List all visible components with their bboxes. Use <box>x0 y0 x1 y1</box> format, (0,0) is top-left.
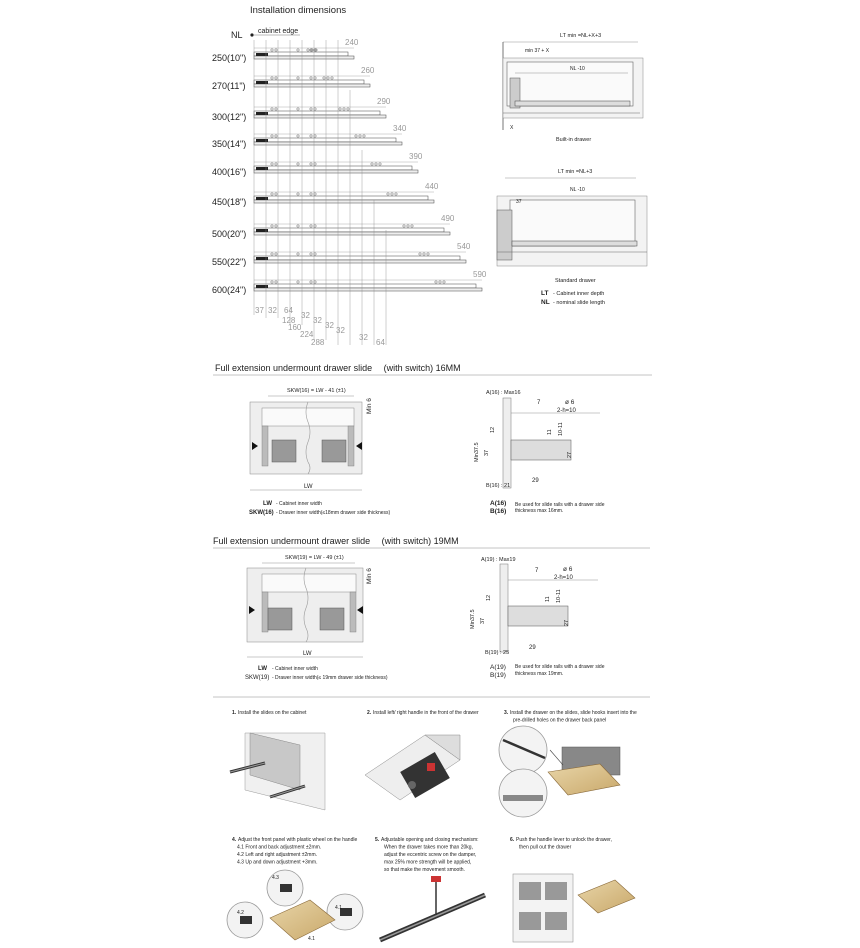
builtin-caption: Built-in drawer <box>556 137 592 143</box>
slide-row <box>212 38 359 63</box>
step4-callout-41b: 4.1 <box>308 936 315 942</box>
step-number: 4. <box>232 837 237 843</box>
mounting-hole <box>347 108 349 110</box>
standard-nl-label: NL -10 <box>570 187 585 193</box>
s19-ab-note1: Be used for slide rails with a drawer side <box>515 664 605 670</box>
s16-d1011: 10-11 <box>558 422 564 436</box>
slide-size-label: 300(12") <box>212 112 247 122</box>
dim-160: 160 <box>288 323 302 332</box>
slide-size-label: 500(20") <box>212 229 247 239</box>
section-16-side-diagram <box>474 390 600 489</box>
section-19-side-diagram <box>470 557 598 656</box>
legend-nl-key: NL <box>541 299 550 306</box>
step4-illustration <box>227 870 363 942</box>
standard-drawer-diagram <box>497 169 647 284</box>
slide-hook <box>256 197 268 200</box>
s19-h10: 2-h=10 <box>554 575 573 581</box>
mounting-hole <box>297 163 299 165</box>
dim-64b: 64 <box>376 338 385 347</box>
s16-min375: Min37.5 <box>474 442 480 462</box>
mounting-hole <box>375 163 377 165</box>
step-line: max 25% more strength will be applied, <box>384 859 472 866</box>
mounting-hole <box>297 77 299 79</box>
mounting-hole <box>363 135 365 137</box>
step-number: 1. <box>232 710 237 716</box>
mounting-hole <box>271 281 273 283</box>
s16-skw-key: SKW(16) <box>249 510 274 516</box>
s16-d29: 29 <box>532 478 539 484</box>
s19-skw-key: SKW(19) <box>245 675 270 681</box>
step-1 <box>232 710 307 716</box>
slide-length-value: 590 <box>473 270 487 279</box>
builtin-min-label: min 37 + X <box>525 48 550 54</box>
slide-length-value: 340 <box>393 124 407 133</box>
s16-d7: 7 <box>537 400 541 406</box>
s19-d1011: 10-11 <box>556 589 562 603</box>
step-number: 3. <box>504 710 509 716</box>
step-line: Install the drawer on the slides, slide hooks insert into the <box>510 710 637 716</box>
slide-length-rows <box>212 38 487 295</box>
slide-length-value: 490 <box>441 214 455 223</box>
legend-lt-desc: - Cabinet inner depth <box>553 291 605 297</box>
s16-d12: 12 <box>490 426 496 433</box>
s19-min375: Min37.5 <box>470 609 476 629</box>
s19-ab-key-a: A(19) <box>490 664 506 671</box>
mounting-hole <box>310 135 312 137</box>
s16-lw-key: LW <box>263 501 272 507</box>
slide-rail-lower <box>254 232 450 235</box>
s16-ab-key-a: A(16) <box>490 500 507 507</box>
standard-lt-formula: LT min =NL+3 <box>558 169 593 175</box>
slide-hook <box>256 285 268 288</box>
dim-37: 37 <box>255 306 264 315</box>
s16-lw: LW <box>304 484 313 490</box>
step-line: When the drawer takes more than 20kg, <box>384 844 473 851</box>
step4-callout-41: 4.1 <box>335 905 342 911</box>
mounting-hole <box>391 193 393 195</box>
slide-hook <box>256 167 268 170</box>
mounting-hole <box>275 49 277 51</box>
s16-d11: 11 <box>547 429 553 435</box>
slide-rail-lower <box>254 56 354 59</box>
slide-size-label: 270(11") <box>212 81 246 91</box>
slide-hook <box>256 53 268 56</box>
slide-row <box>212 124 407 149</box>
slide-row <box>212 182 439 207</box>
mounting-hole <box>271 253 273 255</box>
step-line: adjust the eccentric screw on the damper, <box>384 852 477 858</box>
step-line: 4.1 Front and back adjustment ±2mm. <box>237 844 322 851</box>
mounting-hole <box>310 281 312 283</box>
section-19-title: Full extension undermount drawer slide (with switch) 19MM <box>213 536 459 546</box>
mounting-hole <box>379 163 381 165</box>
mounting-hole <box>271 77 273 79</box>
s16-skw-formula: SKW(16) = LW - 41 (±1) <box>287 388 346 394</box>
slide-length-value: 440 <box>425 182 439 191</box>
slide-rail-lower <box>254 115 386 118</box>
mounting-hole <box>403 225 405 227</box>
mounting-hole <box>439 281 441 283</box>
slide-hook <box>256 257 268 260</box>
s19-ab-key-b: B(19) <box>490 672 506 679</box>
slide-rail-lower <box>254 84 370 87</box>
mounting-hole <box>297 225 299 227</box>
standard-dim-37: 37 <box>516 199 522 205</box>
s19-lw: LW <box>303 651 312 657</box>
slide-rail <box>254 111 380 115</box>
mounting-hole <box>275 163 277 165</box>
step-5 <box>375 837 479 873</box>
slide-rail <box>254 196 428 200</box>
slide-rail <box>254 166 412 170</box>
step-number: 2. <box>367 710 372 716</box>
dim-32a: 32 <box>268 306 277 315</box>
s19-min6: Min 6 <box>366 568 373 584</box>
slide-row <box>212 242 471 267</box>
s16-ab-note1: Be used for slide rails with a drawer side <box>515 502 605 508</box>
mounting-hole <box>355 135 357 137</box>
s16-min6: Min 6 <box>366 398 373 414</box>
slide-size-label: 250(10") <box>212 53 247 63</box>
mounting-hole <box>331 77 333 79</box>
dim-64: 64 <box>284 306 293 315</box>
builtin-x-label: X <box>510 125 514 131</box>
mounting-hole <box>327 77 329 79</box>
slide-length-value: 540 <box>457 242 471 251</box>
mounting-hole <box>423 253 425 255</box>
mounting-hole <box>297 281 299 283</box>
step6-illustration <box>513 874 635 942</box>
s19-d6: ø 6 <box>563 566 573 573</box>
dim-224: 224 <box>300 330 314 339</box>
slide-size-label: 450(18") <box>212 197 247 207</box>
mounting-hole <box>297 49 299 51</box>
mounting-hole <box>443 281 445 283</box>
mounting-hole <box>323 77 325 79</box>
s19-b-label: B(19) : 25 <box>485 650 510 656</box>
s16-ab-key-b: B(16) <box>490 508 507 515</box>
step4-callout-43: 4.3 <box>272 875 279 881</box>
mounting-hole <box>395 193 397 195</box>
step-2 <box>367 710 479 716</box>
s16-d27: 27 <box>567 451 573 458</box>
slide-rail <box>254 80 364 84</box>
slide-row <box>212 66 375 91</box>
slide-hook <box>256 81 268 84</box>
mounting-hole <box>359 135 361 137</box>
mounting-hole <box>271 108 273 110</box>
mounting-hole <box>339 108 341 110</box>
step-line: 4.2 Left and right adjustment ±2mm. <box>237 852 318 858</box>
dim-32d: 32 <box>325 321 334 330</box>
mounting-hole <box>271 49 273 51</box>
mounting-hole <box>275 77 277 79</box>
step-6 <box>510 837 612 851</box>
slide-rail-lower <box>254 200 434 203</box>
mounting-hole <box>271 193 273 195</box>
mounting-hole <box>419 253 421 255</box>
mounting-hole <box>310 193 312 195</box>
builtin-nl-label: NL -10 <box>570 66 585 72</box>
slide-row <box>212 97 391 122</box>
s19-ab-note2: thickness max 19mm. <box>515 671 564 677</box>
step-line: pre-drilled holes on the drawer back panel <box>513 717 607 724</box>
mounting-hole <box>310 108 312 110</box>
step1-illustration <box>230 733 325 810</box>
slide-size-label: 400(16") <box>212 167 247 177</box>
slide-rail-lower <box>254 260 466 263</box>
mounting-hole <box>297 135 299 137</box>
s19-lw-key: LW <box>258 666 267 672</box>
page-title: Installation dimensions <box>250 5 347 16</box>
s19-d7: 7 <box>535 568 539 574</box>
slide-rail <box>254 284 476 288</box>
mounting-hole <box>271 225 273 227</box>
step-line: Adjustable opening and closing mechanism: <box>381 837 479 843</box>
s19-a-label: A(19) : Max19 <box>481 557 516 563</box>
s19-d11: 11 <box>545 596 551 602</box>
s16-ab-note2: thickness max 16mm. <box>515 508 564 514</box>
dim-32e: 32 <box>336 326 345 335</box>
mounting-hole <box>275 225 277 227</box>
slide-size-label: 600(24") <box>212 285 247 295</box>
slide-length-value: 290 <box>377 97 391 106</box>
section-16-front-diagram <box>250 388 373 490</box>
mounting-hole <box>371 163 373 165</box>
mounting-hole <box>275 108 277 110</box>
step-3 <box>504 710 637 724</box>
mounting-hole <box>275 281 277 283</box>
mounting-hole <box>407 225 409 227</box>
mounting-hole <box>310 77 312 79</box>
step-line: Install the slides on the cabinet <box>238 710 307 716</box>
dim-32b: 32 <box>301 311 310 320</box>
s19-d12: 12 <box>486 594 492 601</box>
mounting-hole <box>427 253 429 255</box>
cabinet-edge-label: cabinet edge <box>258 28 299 35</box>
s16-lw-note: - Cabinet inner width <box>276 501 322 507</box>
mounting-hole <box>435 281 437 283</box>
nl-label: NL <box>231 30 243 40</box>
mounting-hole <box>275 193 277 195</box>
dimension-legend <box>541 290 605 306</box>
hole-spacing-dims <box>255 306 385 347</box>
s19-d29: 29 <box>529 645 536 651</box>
slide-rail-lower <box>254 142 402 145</box>
mounting-hole <box>271 163 273 165</box>
step-line: 4.3 Up and down adjustment +3mm. <box>237 859 318 866</box>
slide-size-label: 350(14") <box>212 139 247 149</box>
mounting-hole <box>271 135 273 137</box>
slide-row <box>212 152 423 177</box>
mounting-hole <box>387 193 389 195</box>
mounting-hole <box>310 225 312 227</box>
step-number: 5. <box>375 837 380 843</box>
step3-illustration <box>499 726 620 817</box>
s16-h10: 2-h=10 <box>557 408 576 414</box>
slide-hook <box>256 229 268 232</box>
slide-length-value: 390 <box>409 152 423 161</box>
s19-d27: 27 <box>564 619 570 626</box>
step-line: Adjust the front panel with plastic wheel on the handle <box>238 837 358 843</box>
slide-row <box>212 214 455 239</box>
dim-32f: 32 <box>359 333 368 342</box>
slide-rail <box>254 138 396 142</box>
step5-illustration <box>380 876 485 940</box>
mounting-hole <box>307 49 309 51</box>
mounting-hole <box>297 253 299 255</box>
section-16-title: Full extension undermount drawer slide (with switch) 16MM <box>215 363 461 373</box>
mounting-hole <box>297 108 299 110</box>
builtin-drawer-diagram <box>503 33 643 143</box>
mounting-hole <box>275 135 277 137</box>
slide-length-value: 240 <box>345 38 359 47</box>
slide-rail-lower <box>254 170 418 173</box>
slide-length-value: 260 <box>361 66 375 75</box>
legend-nl-desc: - nominal slide length <box>553 300 605 306</box>
builtin-lt-formula: LT min =NL+X+3 <box>560 33 602 39</box>
legend-lt-key: LT <box>541 290 549 297</box>
step2-illustration <box>365 735 460 800</box>
s16-a-label: A(16) : Max16 <box>486 390 521 396</box>
s19-d37: 37 <box>480 617 486 624</box>
standard-caption: Standard drawer <box>555 278 596 284</box>
step-line: Push the handle lever to unlock the drawer, <box>516 837 612 843</box>
s16-d37: 37 <box>484 449 490 456</box>
slide-rail <box>254 256 460 260</box>
step-4 <box>232 837 357 866</box>
slide-rail <box>254 228 444 232</box>
dim-128: 128 <box>282 316 296 325</box>
section-19-front-diagram <box>247 555 373 657</box>
step4-callout-42: 4.2 <box>237 910 244 916</box>
s19-lw-note: - Cabinet inner width <box>272 666 318 672</box>
slide-row <box>212 270 487 295</box>
mounting-hole <box>297 193 299 195</box>
slide-hook <box>256 112 268 115</box>
mounting-hole <box>310 253 312 255</box>
dim-288: 288 <box>311 338 325 347</box>
slide-rail-lower <box>254 288 482 291</box>
s16-skw-note: - Drawer inner width(≤18mm drawer side thickness) <box>276 510 391 516</box>
mounting-hole <box>310 163 312 165</box>
step-number: 6. <box>510 837 515 843</box>
mounting-hole <box>343 108 345 110</box>
s19-skw-formula: SKW(19) = LW - 49 (±1) <box>285 555 344 561</box>
slide-hook <box>256 139 268 142</box>
dim-32c: 32 <box>313 316 322 325</box>
mounting-hole <box>411 225 413 227</box>
s19-skw-note: - Drawer inner width(≤ 19mm drawer side thickness) <box>272 675 388 681</box>
slide-rail <box>254 52 348 56</box>
slide-size-label: 550(22") <box>212 257 247 267</box>
s16-b-label: B(16) : 21 <box>486 483 511 489</box>
s16-d6: ø 6 <box>565 399 575 406</box>
step-line: so that make the movement smooth. <box>384 867 465 873</box>
mounting-hole <box>275 253 277 255</box>
step-line: then pull out the drawer <box>519 844 572 851</box>
step-line: Install left/ right handle in the front of the drawer <box>373 710 479 716</box>
